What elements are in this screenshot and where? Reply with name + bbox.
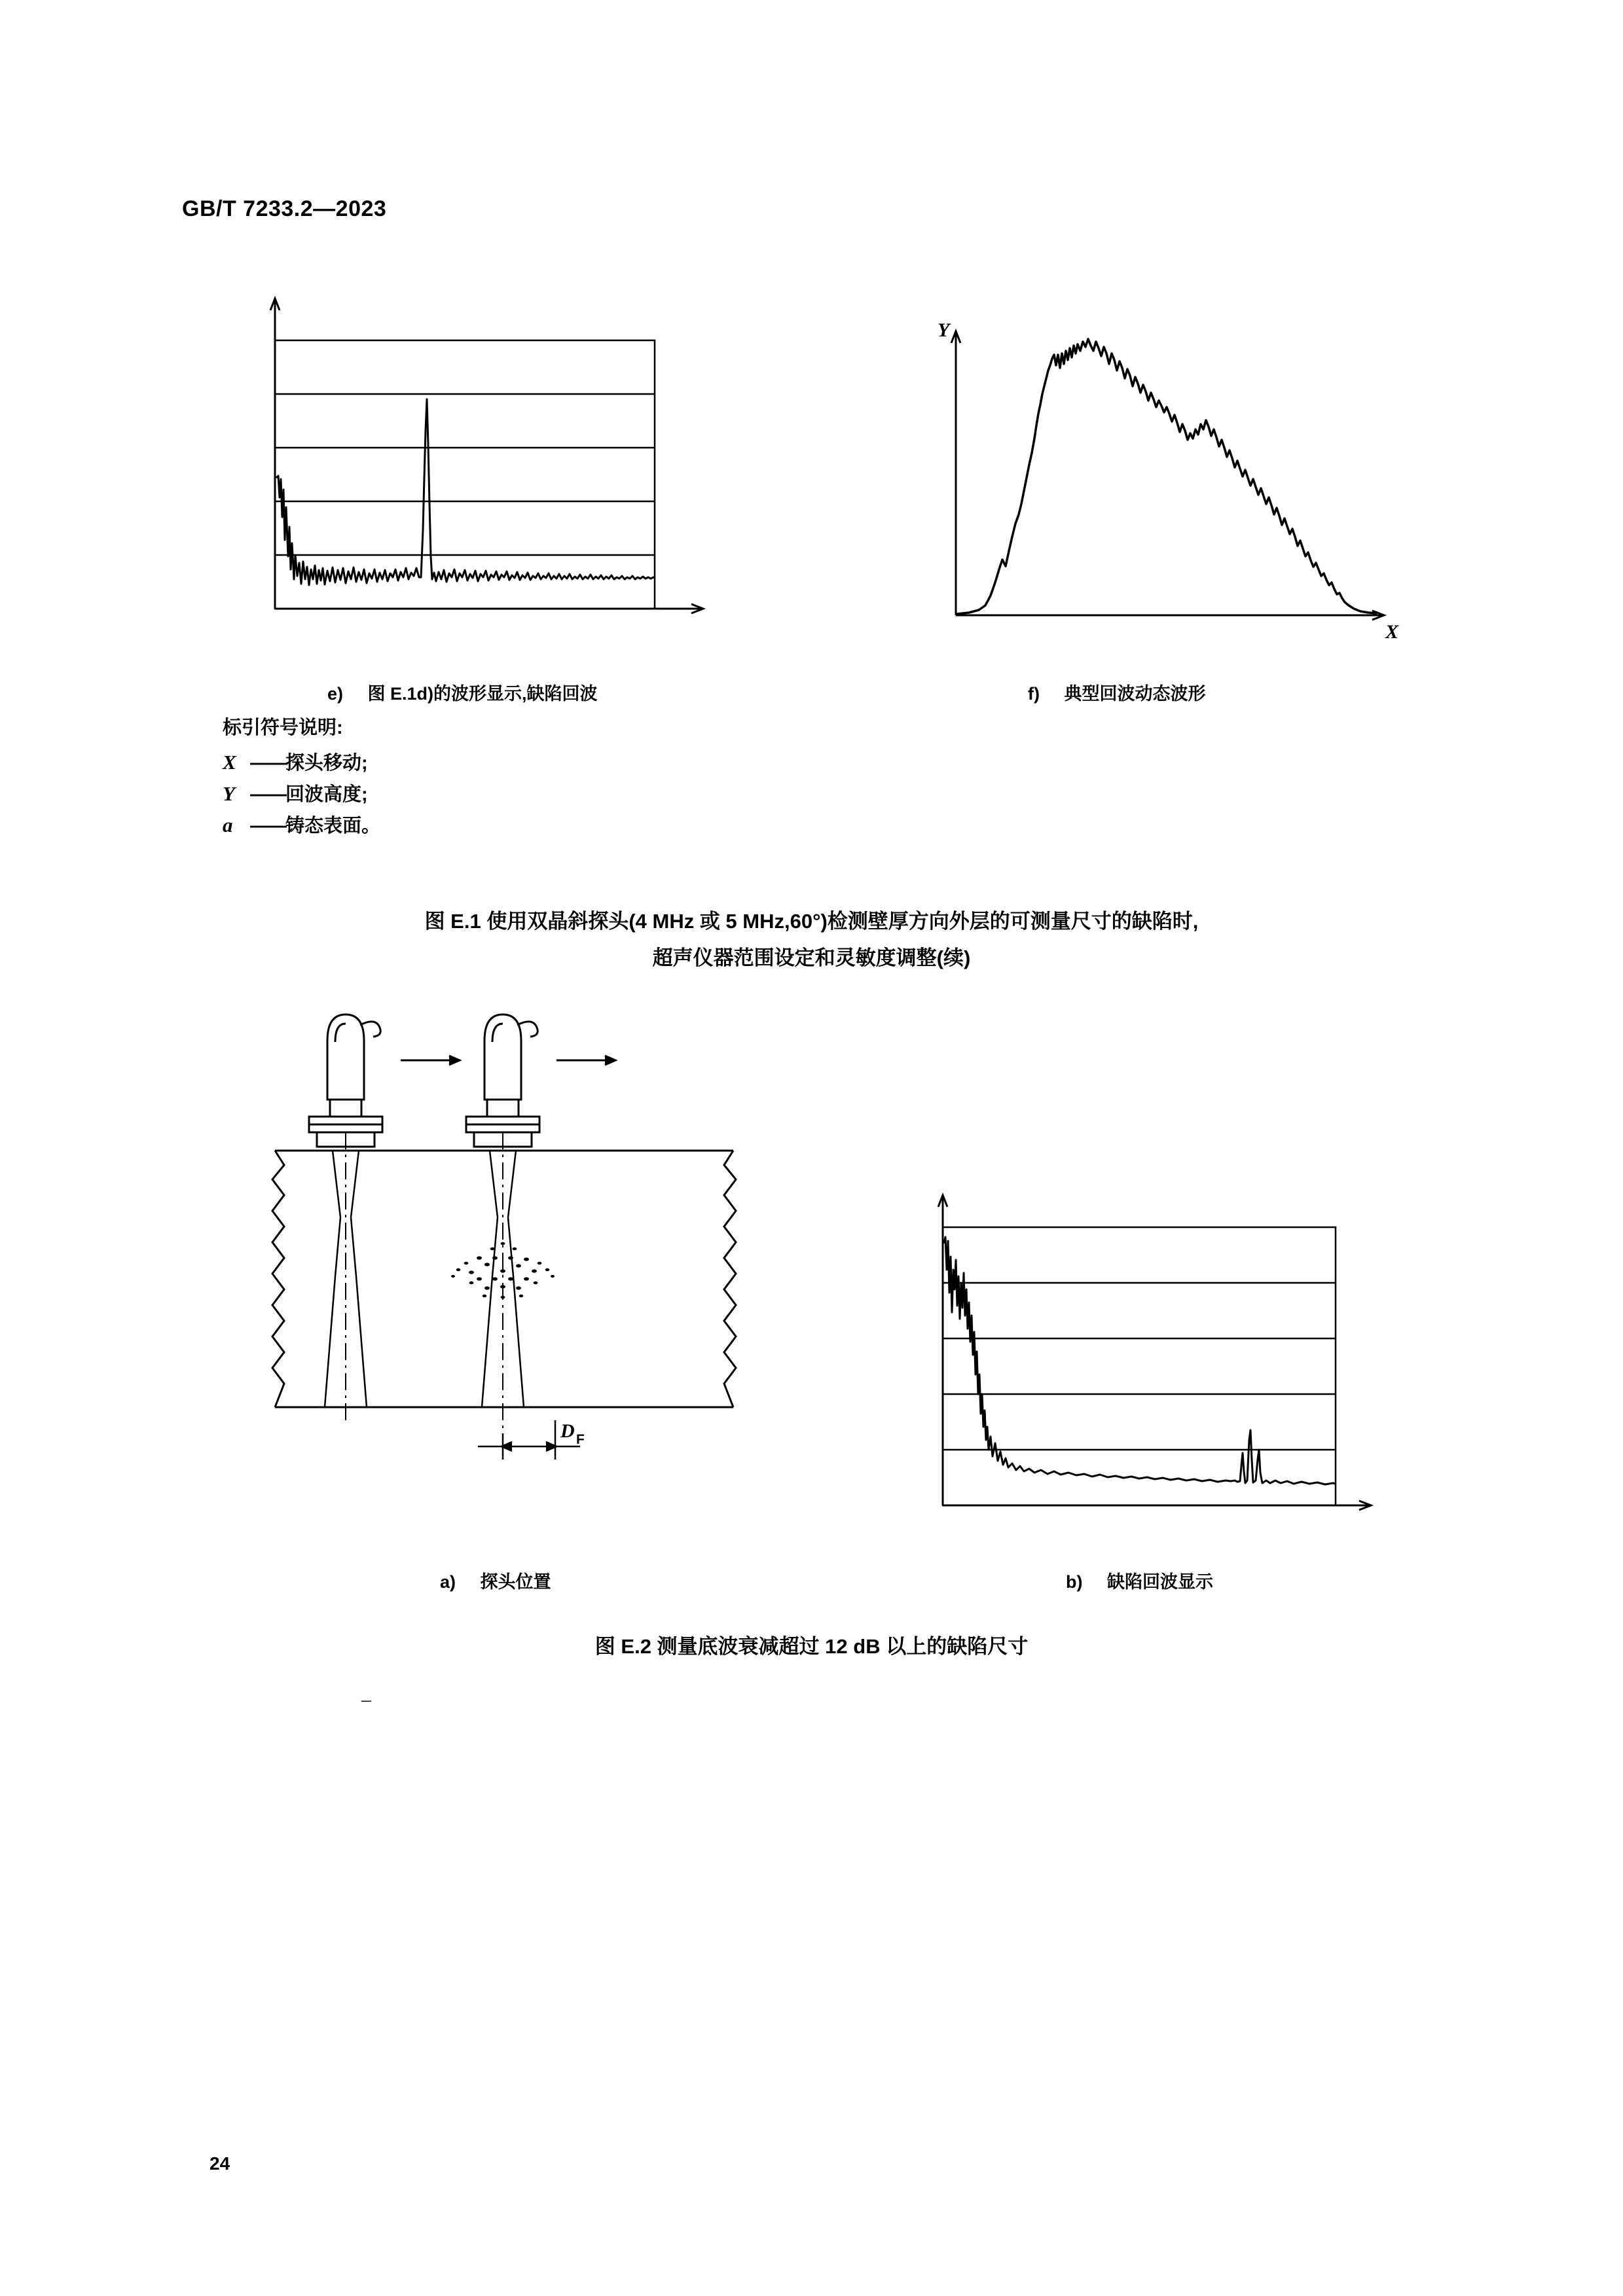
standard-number-header: GB/T 7233.2—2023 bbox=[182, 196, 387, 221]
page-number: 24 bbox=[210, 2153, 230, 2174]
figure-e1-e-caption bbox=[327, 679, 598, 705]
svg-text:Y: Y bbox=[938, 319, 950, 341]
svg-text:F: F bbox=[576, 1432, 585, 1447]
symbol-key-title: 标引符号说明: bbox=[223, 717, 343, 738]
symbol-key-text: 铸态表面。 bbox=[285, 816, 381, 837]
figure-e1-f-caption-text: 典型回波动态波形 bbox=[1064, 684, 1206, 704]
figure-e2-b-caption-text: 缺陷回波显示 bbox=[1107, 1572, 1213, 1592]
figure-e1-title-line1: 图 E.1 使用双晶斜探头(4 MHz 或 5 MHz,60°)检测壁厚方向外层的可测量尺寸的缺陷时, bbox=[424, 910, 1199, 933]
symbol-key-item bbox=[223, 747, 380, 778]
symbol-key-text: 探头移动; bbox=[285, 752, 368, 774]
symbol-key-dash: —— bbox=[250, 816, 285, 837]
figure-e2-a-label: a) bbox=[440, 1572, 456, 1592]
figure-e2-b-defect-echo bbox=[917, 1178, 1401, 1545]
figure-e2-title: 图 E.2 测量底波衰减超过 12 dB 以上的缺陷尺寸 bbox=[594, 1635, 1029, 1658]
svg-text:X: X bbox=[1385, 621, 1399, 643]
figure-e1-e-caption-text: 图 E.1d)的波形显示,缺陷回波 bbox=[367, 684, 598, 704]
symbol-key-symbol: X bbox=[223, 750, 236, 774]
stray-mark: – bbox=[361, 1689, 371, 1710]
figure-e2-a-caption-text: 探头位置 bbox=[480, 1572, 551, 1592]
symbol-key-item bbox=[223, 778, 380, 810]
figure-e1-e-label: e) bbox=[327, 684, 344, 704]
symbol-key-dash: —— bbox=[250, 783, 285, 805]
svg-text:D: D bbox=[560, 1420, 575, 1442]
figure-e1-f-dynamic-echo bbox=[923, 308, 1414, 655]
figure-e1-f-label: f) bbox=[1028, 684, 1040, 704]
figure-e2-b-caption bbox=[1066, 1568, 1213, 1593]
symbol-key-dash: —— bbox=[250, 752, 285, 774]
figure-e1-f-caption bbox=[1028, 679, 1206, 705]
figure-e2-a-probe-position bbox=[262, 1001, 805, 1558]
symbol-key-text: 回波高度; bbox=[285, 783, 368, 805]
symbol-key-symbol: Y bbox=[223, 781, 235, 805]
symbol-key-item bbox=[223, 810, 380, 841]
figure-e1-title-line2: 超声仪器范围设定和灵敏度调整(续) bbox=[652, 946, 971, 969]
figure-e2-a-caption bbox=[440, 1568, 551, 1593]
figure-e1-e-waveform bbox=[249, 281, 733, 648]
figure-e2-b-label: b) bbox=[1066, 1572, 1083, 1592]
figure-e1-title bbox=[0, 903, 1623, 977]
symbol-key bbox=[223, 713, 380, 841]
symbol-key-symbol: a bbox=[223, 814, 233, 837]
